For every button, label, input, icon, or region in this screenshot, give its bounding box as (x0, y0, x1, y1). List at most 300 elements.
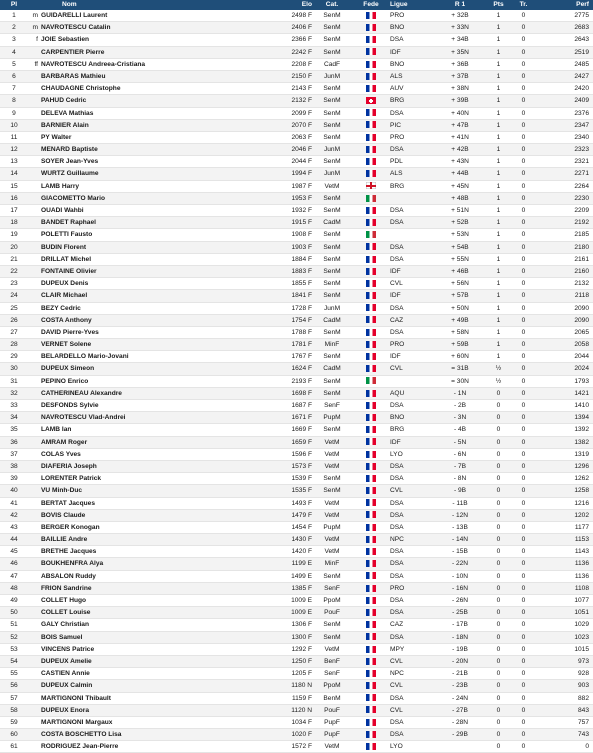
player-name[interactable]: NAVROTESCU Vlad-Andrei (41, 414, 126, 422)
category-cell: SenM (312, 375, 352, 387)
league-cell: MPY (390, 643, 434, 655)
header-fede[interactable]: Fede (352, 0, 390, 10)
tiebreak-cell: 0 (511, 217, 536, 229)
federation-cell (352, 436, 390, 448)
federation-cell (352, 692, 390, 704)
federation-cell (352, 314, 390, 326)
player-name[interactable]: BELARDELLO Mario-Jovani (41, 353, 129, 361)
league-cell: CVL (390, 363, 434, 375)
performance-cell: 843 (536, 704, 593, 716)
category-cell: SenM (312, 156, 352, 168)
federation-cell (352, 485, 390, 497)
player-name[interactable]: POLETTI Fausto (41, 231, 93, 239)
performance-cell: 903 (536, 680, 593, 692)
table-body (0, 10, 593, 753)
federation-cell (352, 180, 390, 192)
performance-cell: 2409 (536, 95, 593, 107)
rank-cell: 34 (0, 412, 28, 424)
player-name[interactable]: LAMB Harry (41, 182, 80, 190)
table-row (0, 448, 593, 460)
performance-cell: 1015 (536, 643, 593, 655)
player-name[interactable]: CASTIEN Annie (41, 670, 90, 678)
league-cell: PRO (390, 582, 434, 594)
points-cell: 0 (486, 534, 511, 546)
tiebreak-cell: 0 (511, 314, 536, 326)
player-name[interactable]: MENARD Baptiste (41, 146, 98, 154)
category-cell: PpoM (312, 595, 352, 607)
player-name[interactable]: WURTZ Guillaume (41, 170, 99, 178)
flag-fr-icon (366, 706, 376, 713)
tiebreak-cell: 0 (511, 375, 536, 387)
federation-cell (352, 58, 390, 70)
table-row (0, 570, 593, 582)
points-cell: 1 (486, 22, 511, 34)
federation-cell (352, 607, 390, 619)
category-cell: VetM (312, 180, 352, 192)
flag-fr-icon (366, 256, 376, 263)
tiebreak-cell: 0 (511, 83, 536, 95)
points-cell: 0 (486, 570, 511, 582)
player-name[interactable]: SOYER Jean-Yves (41, 158, 99, 166)
player-name[interactable]: DESFONDS Sylvie (41, 402, 99, 409)
player-name[interactable]: DELEVA Mathias (41, 109, 94, 117)
flag-fr-icon (366, 414, 376, 421)
player-name[interactable]: AMRAM Roger (41, 438, 88, 446)
player-cell (28, 351, 270, 363)
flag-fr-icon (366, 134, 376, 141)
rank-cell: 37 (0, 448, 28, 460)
category-cell: VetM (312, 436, 352, 448)
performance-cell: 1262 (536, 473, 593, 485)
rank-cell: 18 (0, 217, 28, 229)
performance-cell: 1029 (536, 619, 593, 631)
flag-fr-icon (366, 731, 376, 738)
player-name[interactable]: DUPEUX Enora (41, 706, 89, 714)
category-cell: SenM (312, 107, 352, 119)
category-cell: SenM (312, 83, 352, 95)
category-cell: PouF (312, 607, 352, 619)
elo-cell: 2150 F (270, 70, 312, 82)
player-name[interactable]: BOUKHENFRA Alya (41, 560, 104, 568)
player-name[interactable]: DAVID Pierre-Yves (41, 328, 99, 336)
category-cell: SenM (312, 278, 352, 290)
table-row (0, 229, 593, 241)
performance-cell: 1382 (536, 436, 593, 448)
league-cell: PRO (390, 10, 434, 22)
performance-cell: 2024 (536, 363, 593, 375)
tiebreak-cell: 0 (511, 436, 536, 448)
federation-cell (352, 424, 390, 436)
federation-cell (352, 144, 390, 156)
category-cell: CadF (312, 58, 352, 70)
table-row (0, 265, 593, 277)
header-r1[interactable]: R 1 (434, 0, 486, 10)
player-name[interactable]: MARTIGNONI Margaux (41, 718, 113, 726)
league-cell: DSA (390, 509, 434, 521)
table-row (0, 363, 593, 375)
elo-cell: 2366 F (270, 34, 312, 46)
table-row (0, 387, 593, 399)
federation-cell (352, 582, 390, 594)
header-nom[interactable]: Nom (28, 0, 270, 10)
league-cell: DSA (390, 107, 434, 119)
elo-cell: 1903 F (270, 241, 312, 253)
category-cell: BenF (312, 655, 352, 667)
player-name[interactable]: COSTA BOSCHETTO Lisa (41, 731, 122, 739)
header-ligue[interactable]: Ligue (390, 0, 434, 10)
player-name[interactable]: COSTA Anthony (41, 316, 92, 324)
player-name[interactable]: COLAS Yves (41, 450, 81, 458)
rank-cell: 14 (0, 168, 28, 180)
performance-cell: 2058 (536, 339, 593, 351)
category-cell: SenM (312, 570, 352, 582)
flag-fr-icon (366, 243, 376, 250)
table-row (0, 83, 593, 95)
rank-cell: 27 (0, 326, 28, 338)
performance-cell: 2160 (536, 265, 593, 277)
round1-cell: - 22N (434, 558, 486, 570)
tiebreak-cell: 0 (511, 582, 536, 594)
player-cell (28, 716, 270, 728)
points-cell: 0 (486, 741, 511, 753)
elo-cell: 1754 F (270, 314, 312, 326)
player-cell (28, 302, 270, 314)
category-cell: PupF (312, 729, 352, 741)
player-name[interactable]: FONTAINE Olivier (41, 267, 97, 275)
player-cell (28, 546, 270, 558)
tiebreak-cell: 0 (511, 668, 536, 680)
round1-cell: + 58N (434, 326, 486, 338)
performance-cell: 2118 (536, 290, 593, 302)
player-name[interactable]: VINCENS Patrice (41, 645, 95, 653)
federation-cell (352, 265, 390, 277)
player-cell (28, 643, 270, 655)
rank-cell: 15 (0, 180, 28, 192)
player-cell (28, 412, 270, 424)
league-cell: DSA (390, 205, 434, 217)
table-row (0, 680, 593, 692)
player-name[interactable]: GALY Christian (41, 621, 90, 629)
round1-cell: + 44B (434, 168, 486, 180)
points-cell: ½ (486, 375, 511, 387)
round1-cell: - 13B (434, 521, 486, 533)
elo-cell: 1250 F (270, 655, 312, 667)
flag-fr-icon (366, 621, 376, 628)
category-cell: VetM (312, 546, 352, 558)
elo-cell: 1499 E (270, 570, 312, 582)
category-cell: SenM (312, 205, 352, 217)
tiebreak-cell: 0 (511, 680, 536, 692)
player-cell (28, 570, 270, 582)
rank-cell: 38 (0, 460, 28, 472)
elo-cell: 2063 F (270, 131, 312, 143)
player-name[interactable]: DUPEUX Denis (41, 280, 89, 288)
player-name[interactable]: MARTIGNONI Thibault (41, 694, 111, 702)
rank-cell: 60 (0, 729, 28, 741)
player-name[interactable]: BANDET Raphael (41, 219, 96, 227)
table-row (0, 741, 593, 753)
federation-cell (352, 509, 390, 521)
tiebreak-cell: 0 (511, 643, 536, 655)
tiebreak-cell: 0 (511, 70, 536, 82)
performance-cell: 1153 (536, 534, 593, 546)
player-name[interactable]: JOIE Sebastien (41, 36, 90, 44)
player-name[interactable]: VERNET Solene (41, 341, 92, 349)
player-cell (28, 168, 270, 180)
table-row (0, 156, 593, 168)
player-name[interactable]: BUDIN Florent (41, 243, 87, 251)
player-cell (28, 22, 270, 34)
rank-cell: 45 (0, 546, 28, 558)
player-name[interactable]: BARNIER Alain (41, 121, 89, 129)
player-name[interactable]: BOIS Samuel (41, 633, 83, 641)
player-cell (28, 595, 270, 607)
player-name[interactable]: DUPEUX Calmin (41, 682, 93, 690)
flag-fr-icon (366, 353, 376, 360)
elo-cell: 1009 E (270, 595, 312, 607)
round1-cell: = 31B (434, 363, 486, 375)
category-cell: SenF (312, 582, 352, 594)
category-cell: SenM (312, 631, 352, 643)
league-cell: BNO (390, 412, 434, 424)
player-name[interactable]: CLAIR Michael (41, 292, 88, 300)
performance-cell: 757 (536, 716, 593, 728)
rank-cell: 32 (0, 387, 28, 399)
player-name[interactable]: CHAUDAGNE Christophe (41, 85, 121, 93)
player-name[interactable]: COLLET Hugo (41, 597, 87, 604)
round1-cell: - 28N (434, 716, 486, 728)
player-name[interactable]: LORENTER Patrick (41, 475, 102, 483)
table-row (0, 339, 593, 351)
category-cell: CadM (312, 217, 352, 229)
tiebreak-cell: 0 (511, 95, 536, 107)
tiebreak-cell: 0 (511, 400, 536, 412)
elo-cell: 1454 F (270, 521, 312, 533)
rank-cell: 56 (0, 680, 28, 692)
elo-cell: 2132 F (270, 95, 312, 107)
points-cell: 0 (486, 448, 511, 460)
player-name[interactable]: NAVROTESCU Andreea-Cristiana (41, 60, 146, 68)
performance-cell: 928 (536, 668, 593, 680)
tiebreak-cell: 0 (511, 180, 536, 192)
federation-cell (352, 668, 390, 680)
elo-cell: 1020 F (270, 729, 312, 741)
header-perf[interactable]: Perf (536, 0, 593, 10)
round1-cell: + 38N (434, 83, 486, 95)
table-row (0, 412, 593, 424)
player-name[interactable]: PY Walter (41, 133, 72, 141)
player-cell (28, 95, 270, 107)
league-cell: DSA (390, 241, 434, 253)
round1-cell: + 33N (434, 22, 486, 34)
player-cell (28, 460, 270, 472)
player-name[interactable]: NAVROTESCU Catalin (41, 24, 111, 32)
category-cell: VetM (312, 741, 352, 753)
tiebreak-cell: 0 (511, 558, 536, 570)
elo-cell: 1624 F (270, 363, 312, 375)
round1-cell: - 3N (434, 412, 486, 424)
round1-cell: + 57B (434, 290, 486, 302)
player-name[interactable]: CATHERINEAU Alexandre (41, 389, 122, 397)
elo-cell: 1884 F (270, 253, 312, 265)
points-cell: 1 (486, 119, 511, 131)
player-name[interactable]: BAILLIE Andre (41, 536, 88, 544)
federation-cell (352, 131, 390, 143)
player-name[interactable]: DIAFERIA Joseph (41, 462, 97, 470)
elo-cell: 1915 F (270, 217, 312, 229)
player-name[interactable]: DRILLAT Michel (41, 255, 92, 263)
league-cell (390, 192, 434, 204)
header-elo[interactable]: Elo (270, 0, 312, 10)
points-cell: 0 (486, 631, 511, 643)
points-cell: 0 (486, 412, 511, 424)
player-cell (28, 229, 270, 241)
player-name[interactable]: CARPENTIER Pierre (41, 48, 105, 56)
performance-cell: 1202 (536, 509, 593, 521)
round1-cell: - 27B (434, 704, 486, 716)
performance-cell: 2420 (536, 83, 593, 95)
table-row (0, 302, 593, 314)
league-cell (390, 229, 434, 241)
player-cell (28, 680, 270, 692)
round1-cell: + 43N (434, 156, 486, 168)
flag-fr-icon (366, 511, 376, 518)
header-tr[interactable]: Tr. (511, 0, 536, 10)
flag-fr-icon (366, 402, 376, 409)
rank-cell: 1 (0, 10, 28, 22)
player-name[interactable]: OUADI Wahbi (41, 207, 84, 214)
player-name[interactable]: PEPINO Enrico (41, 377, 89, 385)
elo-cell: 2498 F (270, 10, 312, 22)
player-name[interactable]: BRETHE Jacques (41, 548, 97, 556)
points-cell: 0 (486, 655, 511, 667)
elo-cell: 1908 F (270, 229, 312, 241)
elo-cell: 2193 F (270, 375, 312, 387)
performance-cell: 2230 (536, 192, 593, 204)
player-name[interactable]: BOVIS Claude (41, 511, 86, 519)
player-name[interactable]: ABSALON Ruddy (41, 572, 96, 580)
rank-cell: 25 (0, 302, 28, 314)
table-row (0, 704, 593, 716)
elo-cell: 2242 F (270, 46, 312, 58)
table-row (0, 168, 593, 180)
points-cell: 1 (486, 278, 511, 290)
league-cell: DSA (390, 558, 434, 570)
player-name[interactable]: GIACOMETTO Mario (41, 194, 105, 202)
elo-cell: 1205 F (270, 668, 312, 680)
points-cell: 0 (486, 643, 511, 655)
federation-cell (352, 570, 390, 582)
player-name[interactable]: PAHUD Cedric (41, 97, 87, 105)
player-cell (28, 655, 270, 667)
player-cell (28, 473, 270, 485)
player-name[interactable]: FRION Sandrine (41, 584, 92, 592)
round1-cell: - 7B (434, 460, 486, 472)
rank-cell: 57 (0, 692, 28, 704)
flag-fr-icon (366, 609, 376, 616)
flag-fr-icon (366, 463, 376, 470)
header-pts[interactable]: Pts (486, 0, 511, 10)
header-pl[interactable]: Pl (0, 0, 28, 10)
performance-cell: 1392 (536, 424, 593, 436)
flag-fr-icon (366, 585, 376, 592)
flag-fr-icon (366, 61, 376, 68)
points-cell: 0 (486, 400, 511, 412)
tiebreak-cell: 0 (511, 290, 536, 302)
player-name[interactable]: LAMB Ian (41, 426, 72, 434)
points-cell: 1 (486, 10, 511, 22)
elo-cell: 1669 F (270, 424, 312, 436)
performance-cell: 1319 (536, 448, 593, 460)
player-name[interactable]: RODRIGUEZ Jean-Pierre (41, 743, 119, 751)
round1-cell: + 56N (434, 278, 486, 290)
player-name[interactable]: GUIDARELLI Laurent (41, 12, 108, 19)
rank-cell: 52 (0, 631, 28, 643)
league-cell: IDF (390, 46, 434, 58)
table-row (0, 546, 593, 558)
flag-fr-icon (366, 743, 376, 750)
tiebreak-cell: 0 (511, 131, 536, 143)
performance-cell: 2683 (536, 22, 593, 34)
player-name[interactable]: COLLET Louise (41, 609, 91, 617)
tiebreak-cell: 0 (511, 473, 536, 485)
performance-cell: 1136 (536, 558, 593, 570)
federation-cell (352, 107, 390, 119)
player-name[interactable]: BARBARAS Mathieu (41, 72, 106, 80)
tiebreak-cell: 0 (511, 119, 536, 131)
category-cell: VetM (312, 448, 352, 460)
elo-cell: 1306 F (270, 619, 312, 631)
category-cell: JunM (312, 168, 352, 180)
category-cell: PupM (312, 412, 352, 424)
player-cell (28, 217, 270, 229)
elo-cell: 1953 F (270, 192, 312, 204)
federation-cell (352, 95, 390, 107)
table-row (0, 290, 593, 302)
player-name[interactable]: BERTAT Jacques (41, 499, 95, 507)
flag-fr-icon (366, 365, 376, 372)
round1-cell: + 40N (434, 107, 486, 119)
player-name[interactable]: DUPEUX Amelie (41, 657, 92, 665)
player-name[interactable]: VU Minh-Duc (41, 487, 83, 495)
player-name[interactable]: BERGER Konogan (41, 523, 100, 531)
round1-cell: + 47B (434, 119, 486, 131)
round1-cell: + 35N (434, 46, 486, 58)
player-cell (28, 156, 270, 168)
rank-cell: 6 (0, 70, 28, 82)
player-name[interactable]: BEZY Cedric (41, 304, 81, 312)
round1-cell: + 52B (434, 217, 486, 229)
tiebreak-cell: 0 (511, 521, 536, 533)
rank-cell: 33 (0, 400, 28, 412)
flag-fr-icon (366, 341, 376, 348)
round1-cell: + 39B (434, 95, 486, 107)
performance-cell: 2192 (536, 217, 593, 229)
flag-fr-icon (366, 158, 376, 165)
federation-cell (352, 558, 390, 570)
points-cell: 0 (486, 607, 511, 619)
federation-cell (352, 595, 390, 607)
player-name[interactable]: DUPEUX Simeon (41, 365, 95, 373)
tiebreak-cell: 0 (511, 424, 536, 436)
league-cell: CVL (390, 680, 434, 692)
player-title: f (36, 36, 38, 44)
league-cell: CAZ (390, 314, 434, 326)
league-cell: DSA (390, 217, 434, 229)
league-cell: DSA (390, 595, 434, 607)
tiebreak-cell: 0 (511, 46, 536, 58)
header-cat[interactable]: Cat. (312, 0, 352, 10)
